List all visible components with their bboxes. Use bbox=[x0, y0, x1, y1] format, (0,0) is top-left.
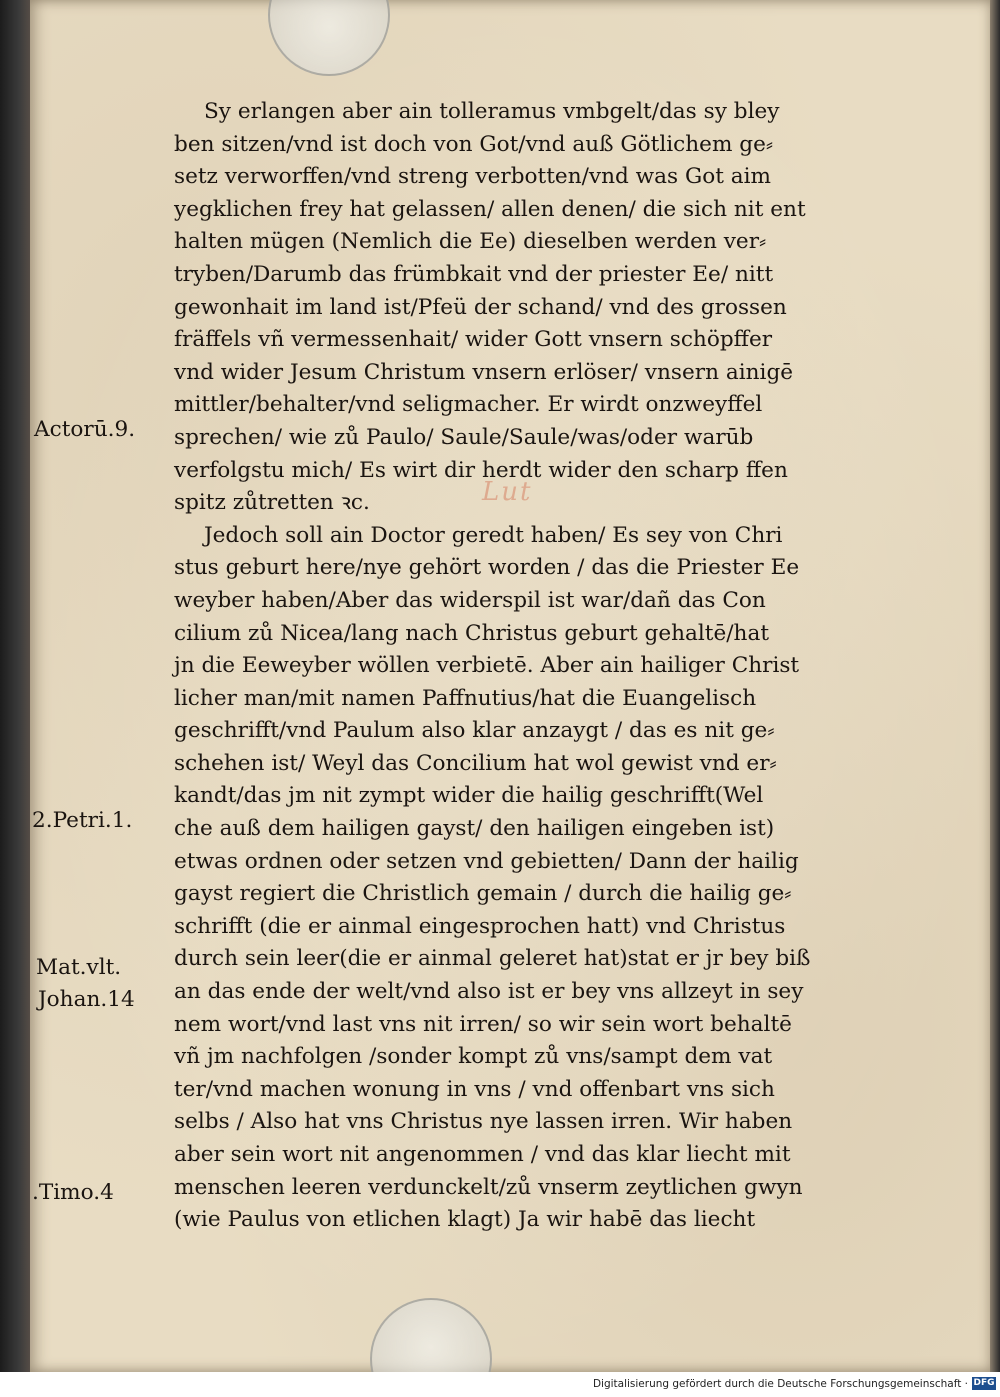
text-line: aber sein wort nit angenommen / vnd das klar liecht mit bbox=[174, 1142, 791, 1167]
dfg-logo: DFG bbox=[973, 1378, 995, 1388]
text-line: setz verworffen/vnd streng verbotten/vnd was Got aim bbox=[174, 164, 772, 190]
text-line: kandt/das jm nit zympt wider die hailig geschrifft(Wel bbox=[174, 783, 764, 809]
text-line: etwas ordnen oder setzen vnd gebietten/ Dann der hailig bbox=[174, 848, 799, 874]
text-line: an das ende der welt/vnd also ist er bey vns allzeyt in sey bbox=[174, 979, 804, 1005]
funding-credit: Digitalisierung gefördert durch die Deutsche Forschungsgemeinschaft · bbox=[592, 1378, 968, 1390]
text-line: vñ jm nachfolgen /sonder kompt zů vns/sampt dem vat bbox=[174, 1044, 773, 1070]
text-line: gewonhait im land ist/Pfeü der schand/ vnd des grossen bbox=[174, 294, 787, 320]
text-line: geschrifft/vnd Paulum also klar anzaygt / das es nit ge⸗ bbox=[174, 718, 775, 744]
faint-stamp: Lut bbox=[482, 477, 533, 507]
page-right-edge bbox=[990, 0, 1000, 1372]
text-line: Jedoch soll ain Doctor geredt haben/ Es sey von Chri bbox=[204, 522, 783, 548]
text-line: selbs / Also hat vns Christus nye lassen irren. Wir haben bbox=[174, 1109, 793, 1135]
text-line: schrifft (die er ainmal eingesprochen hatt) vnd Christus bbox=[174, 913, 786, 939]
margin-note-actorum: Actorū.9. bbox=[34, 417, 136, 442]
margin-note-johannes: Johan.14 bbox=[38, 987, 135, 1012]
text-line: vnd wider Jesum Christum vnsern erlöser/ vnsern ainigē bbox=[174, 359, 794, 385]
text-line: che auß dem hailigen gayst/ den hailigen eingeben ist) bbox=[174, 816, 775, 842]
text-line: (wie Paulus von etlichen klagt) Ja wir habē das liecht bbox=[174, 1207, 756, 1233]
text-line: mittler/behalter/vnd seligmacher. Er wirdt onzweyffel bbox=[174, 392, 763, 418]
bottom-page-clip bbox=[370, 1298, 492, 1372]
text-line: fräffels vñ vermessenhait/ wider Gott vnsern schöpffer bbox=[174, 327, 773, 353]
text-line: menschen leeren verdunckelt/zů vnserm zeytlichen gwyn bbox=[174, 1174, 803, 1200]
text-line: yegklichen frey hat gelassen/ allen denen/ die sich nit ent bbox=[174, 196, 806, 222]
text-line: gayst regiert die Christlich gemain / durch die hailig ge⸗ bbox=[174, 881, 792, 907]
margin-note-petri: 2.Petri.1. bbox=[32, 808, 133, 833]
top-page-clip bbox=[268, 0, 390, 76]
text-line: sprechen/ wie zů Paulo/ Saule/Saule/was/oder warūb bbox=[174, 424, 754, 450]
margin-note-matthew: Mat.vlt. bbox=[36, 955, 122, 980]
margin-note-timotheus: .Timo.4 bbox=[32, 1180, 114, 1205]
text-line: ter/vnd machen wonung in vns / vnd offenbart vns sich bbox=[174, 1076, 775, 1102]
text-line: licher man/mit namen Paffnutius/hat die Euangelisch bbox=[174, 685, 757, 711]
text-line: weyber haben/Aber das widerspil ist war/dañ das Con bbox=[174, 587, 766, 613]
text-line: halten mügen (Nemlich die Ee) dieselben werden ver⸗ bbox=[174, 229, 767, 255]
text-line: ben sitzen/vnd ist doch von Got/vnd auß Götlichem ge⸗ bbox=[174, 131, 774, 157]
text-line: Sy erlangen aber ain tolleramus vmbgelt/das sy bley bbox=[204, 99, 780, 124]
book-binding-edge bbox=[0, 0, 32, 1372]
text-line: jn die Eeweyber wöllen verbietē. Aber ain hailiger Christ bbox=[174, 653, 800, 679]
text-line: cilium zů Nicea/lang nach Christus geburt gehaltē/hat bbox=[174, 620, 769, 646]
text-line: durch sein leer(die er ainmal geleret hat)stat er jr bey biß bbox=[174, 946, 811, 972]
footer-bar bbox=[0, 1372, 1000, 1397]
body-text bbox=[174, 96, 904, 1237]
text-line: verfolgstu mich/ Es wirt dir herdt wider den scharp ffen bbox=[174, 457, 788, 483]
text-line: tryben/Darumb das frümbkait vnd der priester Ee/ nitt bbox=[174, 261, 774, 287]
text-line: stus geburt here/nye gehört worden / das die Priester Ee bbox=[174, 555, 800, 581]
text-line: schehen ist/ Weyl das Concilium hat wol gewist vnd er⸗ bbox=[174, 750, 777, 776]
text-line: nem wort/vnd last vns nit irren/ so wir sein wort behaltē bbox=[174, 1011, 792, 1037]
text-line: spitz zůtretten ꝛc. bbox=[174, 490, 370, 516]
